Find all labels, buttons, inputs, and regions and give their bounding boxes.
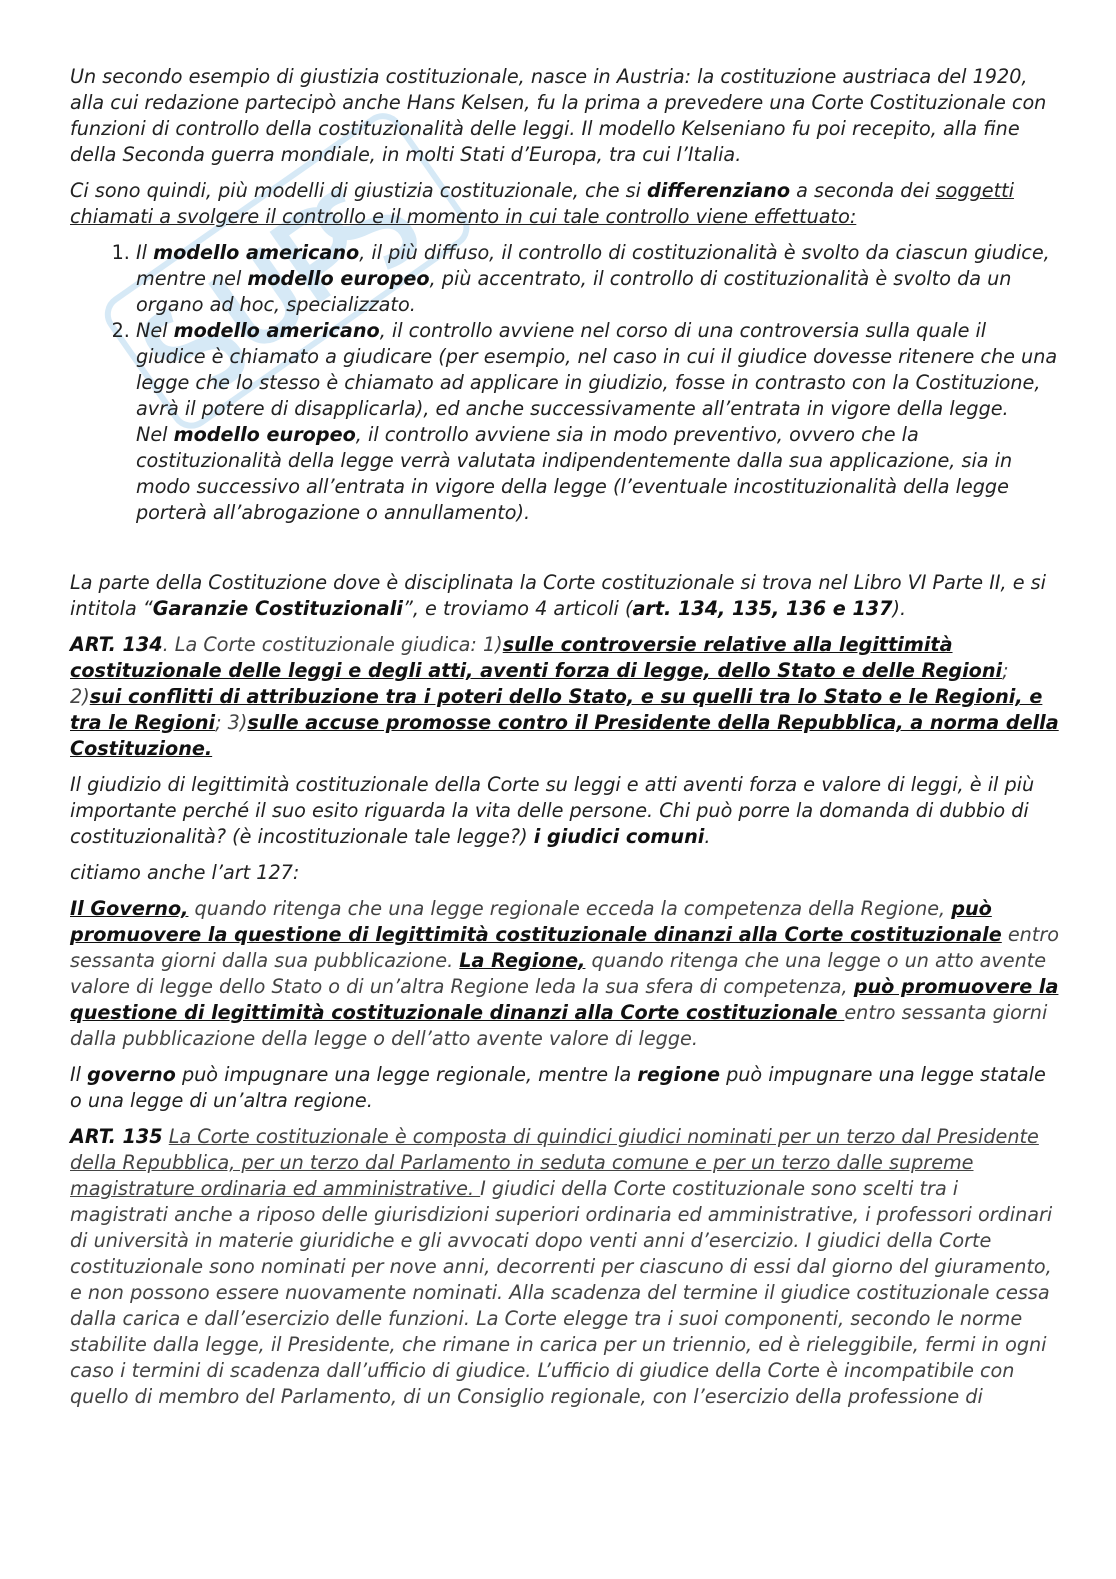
text-run: può impugnare una legge statale o una legge di un’altra regione. bbox=[70, 1063, 1046, 1112]
bold-term: governo bbox=[87, 1063, 176, 1086]
underlined-bold-text: sui conflitti di attribuzione tra i poteri dello Stato, e su quelli tra lo Stato e le Regioni, e tra le Regioni bbox=[70, 685, 1043, 734]
text-run: quando ritenga che una legge o un atto avente valore di legge dello Stato o di un’altra Regione leda la sua sfera di competenza, bbox=[70, 949, 1047, 998]
underlined-bold-text: può promuovere la questione di legittimità costituzionale dinanzi alla Corte costituzionale bbox=[70, 897, 1002, 946]
text-run: Il bbox=[70, 1063, 88, 1086]
text-run: quando ritenga che una legge regionale ecceda la competenza della Regione, bbox=[188, 897, 952, 920]
text-run: Il bbox=[136, 241, 154, 264]
text-run: La parte della Costituzione dove è disciplinata la Corte costituzionale si trova nel Libro VI Parte II, e si intitola “ bbox=[70, 571, 1046, 620]
paragraph-government-region bbox=[70, 1062, 1060, 1114]
article-135 bbox=[70, 1124, 1060, 1410]
article-title: ART. 134 bbox=[70, 633, 163, 656]
article-title: ART. 135 bbox=[70, 1125, 163, 1148]
text-run: entro sessanta giorni dalla sua pubblicazione. bbox=[70, 923, 1059, 972]
text-run: , più accentrato, il controllo di costituzionalità è svolto da un organo ad hoc, specializzato. bbox=[136, 267, 1012, 316]
paragraph-cite-127: citiamo anche l’art 127: bbox=[70, 861, 300, 884]
text-run: , il controllo avviene sia in modo preventivo, ovvero che la costituzionalità della legge verrà valutata indipendentemente dalla sua applicazione, sia in modo successivo all’entrata in vigore della legge (l’eventuale incostituzionalità della legge porterà all’abrogazione o annullamento). bbox=[136, 423, 1013, 524]
text-run: entro sessanta giorni dalla pubblicazione della legge o dell’atto avente valore di legge. bbox=[70, 1001, 1048, 1050]
text-run: I giudici della Corte costituzionale sono scelti tra i magistrati anche a riposo delle giurisdizioni superiori ordinaria ed amministrative, i professori ordinari di università in materie giuridiche e gli avvocati dopo venti anni d’esercizio. I giudici della Corte costituzionale sono nominati per nove anni, decorrenti per ciascuno di essi dal giorno del giuramento, e non possono essere nuovamente nominati. Alla scadenza del termine il giudice costituzionale cessa dalla carica e dall’esercizio delle funzioni. La Corte elegge tra i suoi componenti, secondo le norme stabilite dalla legge, il Presidente, che rimane in carica per un triennio, ed è rieleggibile, fermi in ogni caso i termini di scadenza dall’ufficio di giudice. L’ufficio di giudice della Corte è incompatibile con quello di membro del Parlamento, di un Consiglio regionale, con l’esercizio della professione di bbox=[70, 1177, 1053, 1408]
bold-term: art. 134, 135, 136 e 137 bbox=[632, 597, 893, 620]
bold-term: i giudici comuni bbox=[533, 825, 705, 848]
text-run: Nel bbox=[136, 423, 174, 446]
underlined-text: soggetti chiamati a svolgere il controllo e il momento in cui tale controllo viene effettuato: bbox=[70, 179, 1014, 228]
paragraph-intro: Un secondo esempio di giustizia costituzionale, nasce in Austria: la costituzione austriaca del 1920, alla cui redazione partecipò anche Hans Kelsen, fu la prima a prevedere una Corte Costituzionale con funzioni di controllo della costituzionalità delle leggi. Il modello Kelseniano fu poi recepito, alla fine della Seconda guerra mondiale, in molti Stati d’Europa, tra cui l’Italia. bbox=[70, 65, 1047, 166]
list-item bbox=[136, 240, 1060, 318]
bold-term: modello americano bbox=[173, 319, 380, 342]
article-134 bbox=[70, 632, 1060, 762]
paragraph-judgement bbox=[70, 772, 1060, 850]
text-run: Il giudizio di legittimità costituzionale della Corte su leggi e atti aventi forza e valore di leggi, è il più importante perché il suo esito riguarda la vita delle persone. Chi può porre la domanda di dubbio di costituzionalità? (è incostituzionale tale legge?) bbox=[70, 773, 1035, 848]
bold-term: modello europeo bbox=[173, 423, 356, 446]
bold-term: modello europeo bbox=[247, 267, 430, 290]
text-run: ; 2) bbox=[70, 659, 1009, 708]
underlined-bold-text: La Regione, bbox=[459, 949, 586, 972]
spacer bbox=[70, 536, 1060, 570]
text-run: ”, e troviamo 4 articoli ( bbox=[402, 597, 633, 620]
underlined-bold-text: sulle controversie relative alla legittimità costituzionale delle leggi e degli atti, aventi forza di legge, dello Stato e delle Regioni bbox=[70, 633, 1003, 682]
bold-term: modello americano bbox=[153, 241, 360, 264]
text-run: . bbox=[704, 825, 711, 848]
text-run: ). bbox=[892, 597, 907, 620]
text-run: . La Corte costituzionale giudica: 1) bbox=[162, 633, 503, 656]
text-run: a seconda dei bbox=[790, 179, 936, 202]
text-run: può impugnare una legge regionale, mentre la bbox=[175, 1063, 638, 1086]
text-run: , il controllo avviene nel corso di una controversia sulla quale il giudice è chiamato a giudicare (per esempio, nel caso in cui il giudice dovesse ritenere che una legge che lo stesso è chiamato ad applicare in giudizio, fosse in contrasto con la Costituzione, avrà il potere di disapplicarla), ed anche successivamente all’entrata in vigore della legge. bbox=[136, 319, 1058, 420]
list-item bbox=[136, 318, 1060, 526]
bold-term: regione bbox=[637, 1063, 720, 1086]
bold-term: differenziano bbox=[647, 179, 791, 202]
text-run: Nel bbox=[136, 319, 174, 342]
numbered-list bbox=[70, 240, 1060, 526]
text-run: ; 3) bbox=[215, 711, 248, 734]
underlined-bold-text: sulle accuse promosse contro il Presidente della Repubblica, a norma della Costituzione. bbox=[70, 711, 1059, 760]
paragraph-models bbox=[70, 178, 1060, 230]
underlined-text: La Corte costituzionale è composta di quindici giudici nominati per un terzo dal Presidente della Repubblica, per un terzo dal Parlamento in seduta comune e per un terzo dalle supreme magistrature ordinaria ed amministrative. bbox=[70, 1125, 1039, 1200]
bold-term: Garanzie Costituzionali bbox=[152, 597, 403, 620]
article-127 bbox=[70, 896, 1060, 1052]
document-page bbox=[70, 64, 1060, 1420]
text-run: , il più diffuso, il controllo di costituzionalità è svolto da ciascun giudice, mentre nel bbox=[136, 241, 1050, 290]
underlined-bold-text: può promuovere la questione di legittimità costituzionale dinanzi alla Corte costituzionale bbox=[70, 975, 1059, 1024]
text-run: Ci sono quindi, più modelli di giustizia costituzionale, che si bbox=[70, 179, 648, 202]
underlined-bold-text: Il Governo, bbox=[70, 897, 189, 920]
paragraph-constitution-part bbox=[70, 570, 1060, 622]
